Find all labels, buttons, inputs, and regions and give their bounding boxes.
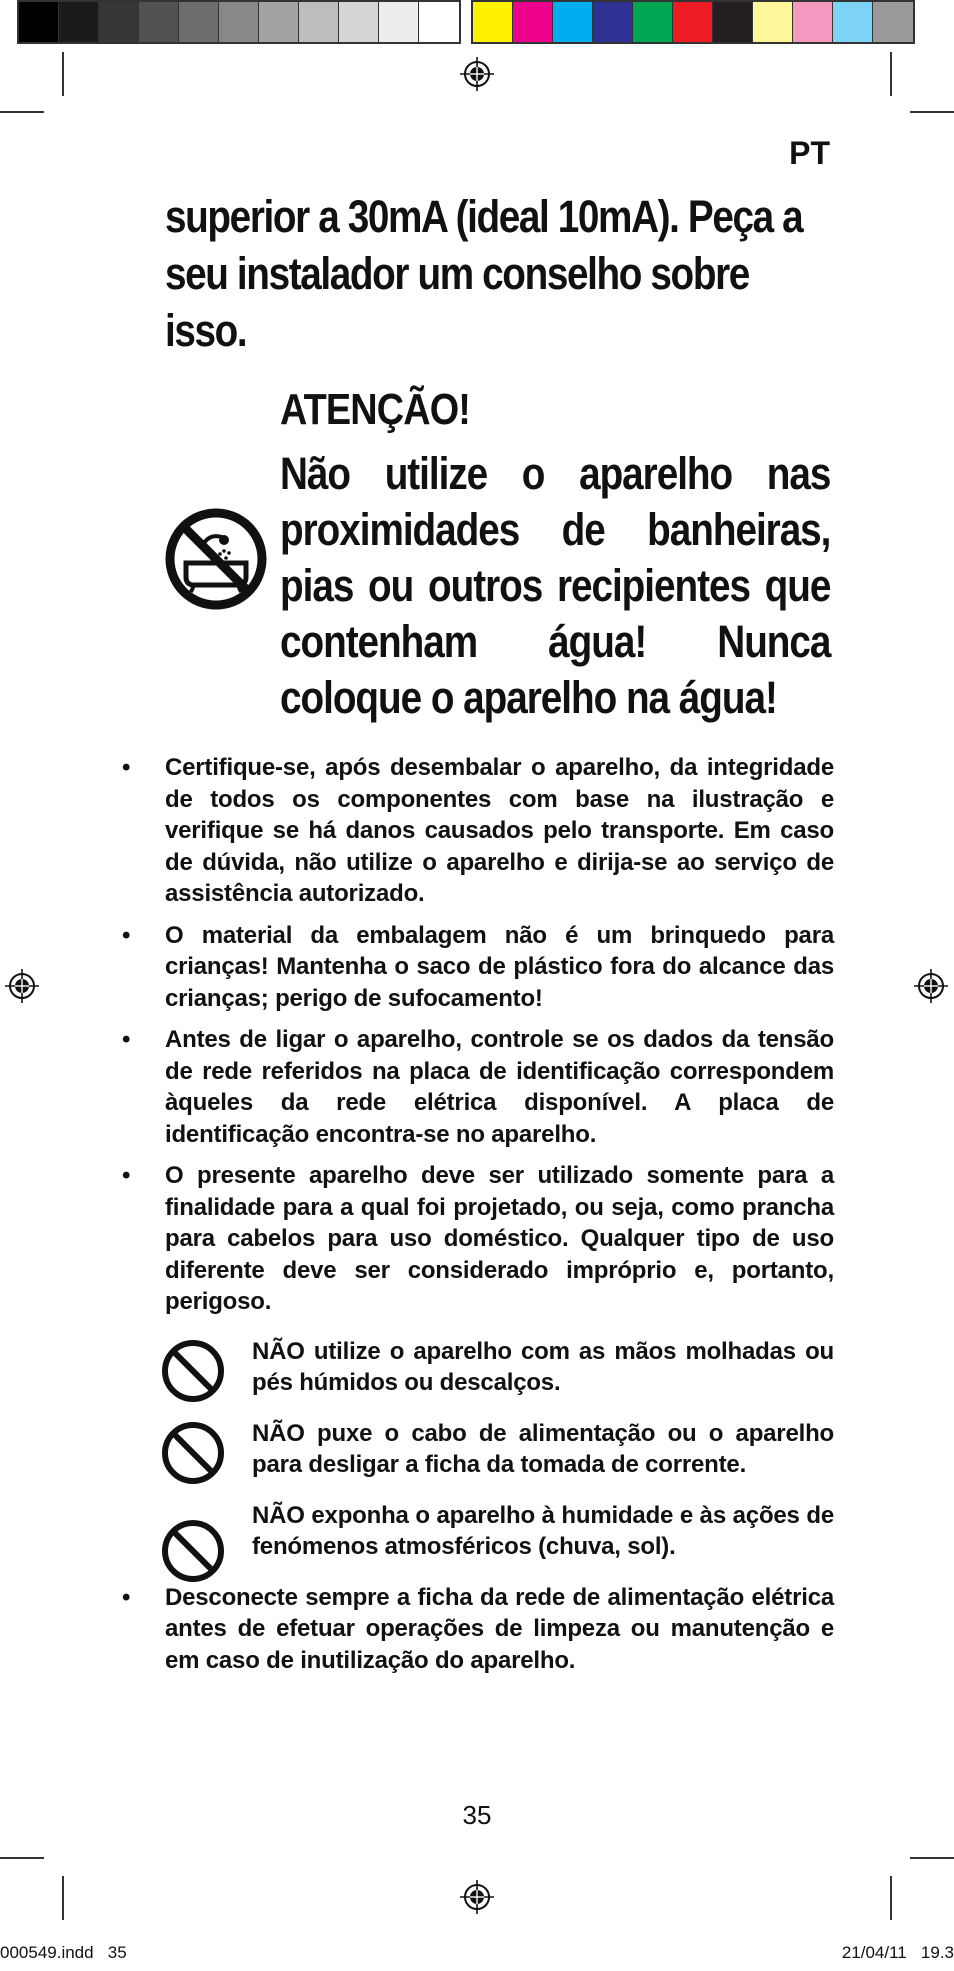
list-item-text: O material da embalagem não é um brinquedo para crianças! Mantenha o saco de plástico fora do alcance das crianças; perigo de sufocamento! [165, 921, 834, 1012]
crop-mark [910, 1857, 954, 1859]
registration-mark-icon [914, 969, 948, 1003]
footer-timestamp: 21/04/11 19.3 [841, 1943, 954, 1962]
prohibition-item [122, 1500, 834, 1570]
crop-mark [890, 1876, 892, 1920]
registration-mark-icon [460, 1880, 494, 1914]
prohibition-item [122, 1336, 834, 1406]
list-item [122, 752, 834, 910]
color-swatch [873, 2, 913, 42]
color-swatch [19, 2, 59, 42]
crop-mark [62, 1876, 64, 1920]
bullet-marker: • [122, 1026, 131, 1053]
no-bath-icon [164, 507, 268, 611]
prohibition-text: NÃO puxe o cabo de alimentação ou o aparelho para desligar a ficha da tomada de corrente. [252, 1419, 834, 1478]
crop-mark [0, 1857, 44, 1859]
list-item-text: O presente aparelho deve ser utilizado somente para a finalidade para a qual foi projetado, ou seja, como prancha para cabelos para uso doméstico. Qualquer tipo de uso diferente deve ser considerado impróprio e, portanto, perigoso. [165, 1162, 834, 1315]
crop-mark [890, 52, 892, 96]
color-swatch [513, 2, 553, 42]
color-swatch [673, 2, 713, 42]
color-swatch [219, 2, 259, 42]
list-item-text: Desconecte sempre a ficha da rede de alimentação elétrica antes de efetuar operações de limpeza ou manutenção e em caso de inutilização do aparelho. [165, 1583, 834, 1674]
process-swatch-group [471, 0, 915, 44]
prohibition-icon [160, 1518, 226, 1584]
color-swatch [339, 2, 379, 42]
color-swatch [473, 2, 513, 42]
bullet-marker: • [122, 1583, 131, 1611]
color-swatch [99, 2, 139, 42]
prohibition-item [122, 1418, 834, 1488]
registration-mark-icon [5, 969, 39, 1003]
bullet-marker: • [122, 754, 131, 781]
page-number: 35 [462, 1800, 492, 1830]
bullet-marker: • [122, 921, 131, 949]
color-swatch [593, 2, 633, 42]
color-swatch [299, 2, 339, 42]
color-swatch [179, 2, 219, 42]
grey-swatch-group [17, 0, 461, 44]
color-swatch [259, 2, 299, 42]
crop-mark [0, 111, 44, 113]
warning-text: Não utilize o aparelho nas proximidades de banheiras, pias ou outros recipientes que contenham água! Nunca coloque o aparelho na água! [280, 448, 831, 723]
color-swatch [419, 2, 459, 42]
warning-title: ATENÇÃO! [280, 385, 471, 434]
list-item [122, 1024, 834, 1150]
list-item-text: Antes de ligar o aparelho, controle se os dados da tensão de rede referidos na placa de identificação correspondem àqueles da rede elétrica disponível. A placa de identificação encontra-se no aparelho. [165, 1026, 834, 1148]
color-swatch [633, 2, 673, 42]
color-swatch [753, 2, 793, 42]
color-swatch [379, 2, 419, 42]
prohibition-text: NÃO exponha o aparelho à humidade e às ações de fenómenos atmosféricos (chuva, sol). [252, 1501, 834, 1560]
color-swatch [833, 2, 873, 42]
list-item [122, 1160, 834, 1318]
color-swatch [553, 2, 593, 42]
color-swatch [713, 2, 753, 42]
language-tag: PT [789, 135, 830, 171]
bullet-marker: • [122, 1162, 131, 1189]
color-swatch [793, 2, 833, 42]
list-item-text: Certifique-se, após desembalar o aparelho, da integridade de todos os componentes com base na ilustração e verifique se há danos causados pelo transporte. Em caso de dúvida, não utilize o aparelho e dirija-se ao serviço de assistência autorizado. [165, 754, 834, 907]
printer-color-bar [17, 0, 915, 44]
color-swatch [59, 2, 99, 42]
prohibition-icon [160, 1338, 226, 1404]
prohibition-text: NÃO utilize o aparelho com as mãos molhadas ou pés húmidos ou descalços. [252, 1337, 834, 1396]
crop-mark [910, 111, 954, 113]
color-swatch [139, 2, 179, 42]
registration-mark-icon [460, 57, 494, 91]
footer-file-name: 000549.indd 35 [0, 1943, 127, 1962]
crop-mark [62, 52, 64, 96]
list-item [122, 920, 834, 1015]
intro-paragraph: superior a 30mA (ideal 10mA). Peça a seu instalador um conselho sobre isso. [165, 191, 803, 356]
list-item [122, 1582, 834, 1677]
prohibition-icon [160, 1420, 226, 1486]
safety-list [122, 752, 834, 1686]
